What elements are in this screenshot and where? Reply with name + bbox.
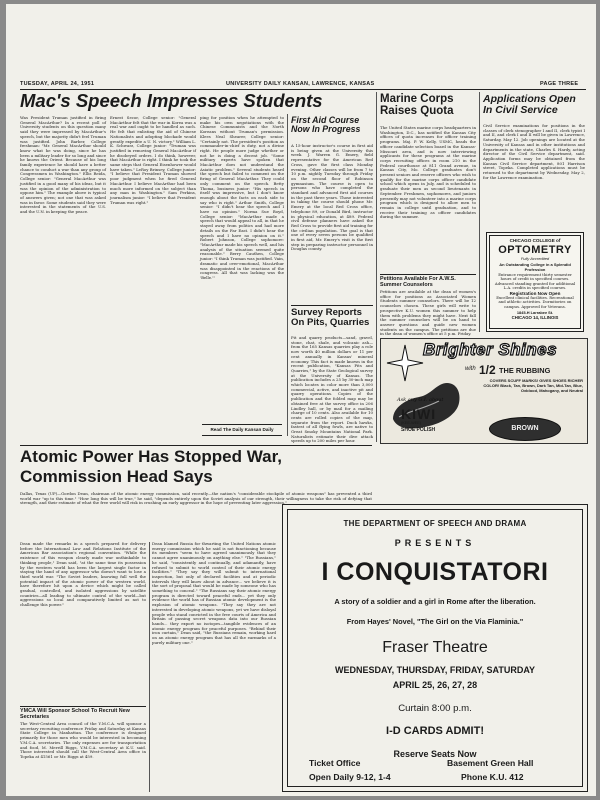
column-rule xyxy=(149,542,150,792)
atomic-lead: Dallas, Texas (UP)—Gordon Dean, chairman of the atomic energy commission, said recently—the nation's "considerable stockpile of atomic weapons" has prevented a third world war "up to this time." "How long this will be true," he said, "depends entirely upon the Soviet analysis of our strength, their willingness to take the risk of defying that strength, and their estimate of what the free world will risk in crushing an early aggressor in the hope of preventing later aggression." xyxy=(20,491,372,506)
theatre-office: Ticket Office xyxy=(309,758,361,768)
page-number: PAGE THREE xyxy=(540,81,579,87)
paper-name: UNIVERSITY DAILY KANSAN, LAWRENCE, KANSAS xyxy=(226,81,375,87)
kiwi-polish: SHOE POLISH xyxy=(401,427,436,433)
survey-headline: Survey Reports On Pits, Quarries xyxy=(291,307,370,328)
theatre-curtain: Curtain 8:00 p.m. xyxy=(398,703,472,714)
civil-headline-box xyxy=(483,94,585,122)
optometry-title: OPTOMETRY xyxy=(498,244,572,256)
macarthur-headline: Mac's Speech Impresses Students xyxy=(20,90,323,111)
macarthur-col3: ping for position when he attempted to make his own negotiations with the Chinese Communists and the North Koreans without Truman's permission. Klees Neal Shearer, College senior: "Certainly not. The president's position as commander-in-chief is duty, not a divine right. He people more judge whether or not he is doing a decent job. "Some military experts have spoken that MacArthur does not understand the Asiatic problem." Several students heard the speech but failed to comment on the firing of General MacArthur. They could only comment on the speech. Betty Thoma, business junior: "His speech in itself was impressive, but I don't know enough about the facts on each side to say who is right." Arthur Smith, College senior: "I didn't hear the speech and I have no opinion." Norma Sue Boyd, College senior: "MacArthur made a speech that would appeal to all, in that he stayed away from politics and had more details on the Far East. I didn't hear the speech and I have no opinion on it." Robert Johnson, College sophomore: "MacArthur made his speech well, and his analysis of the situation seemed quite reasonable." Berry Cauthen, College junior: "I think Truman was justified. Vain, dramatic and over-emotional, MacArthur was disappointed in the reactions of the congress. All that was lacking was the 'Belle.'" xyxy=(200,115,284,280)
firstaid-headline-box xyxy=(291,116,373,142)
column-rule xyxy=(287,114,288,436)
kiwi-with: with xyxy=(465,366,476,372)
atomic-headline-box xyxy=(20,447,372,489)
optometry-city: CHICAGO 14, ILLINOIS xyxy=(511,315,559,321)
optometry-line1: CHICAGO COLLEGE of xyxy=(509,238,561,243)
firstaid-headline: First Aid Course Now In Progress xyxy=(291,115,361,134)
firstaid-body: A 15-hour instructor's course in first aid is being given at the University this week. J. Warren G. Emery, field representative for the American Red Cross, gave the first class Monday evening. Other classes will be from 7 to 10 p.m. nightly Tuesday through Friday on the second floor of Robinson gymnasium. The course is open to persons who have completed the standard and advanced first aid courses in the past three years. Those interested in taking the course should phone Mr. Emery at the local Red Cross office, telephone 89, or Donald Bird, instructor in physical education, at 489. Federal civil defense planners have asked the Red Cross to provide first aid training for the civilian population. The goal is that one of every seven persons be qualified in first aid, Mr. Emery's visit is the first step in preparing instructor personnel in Douglas county. xyxy=(291,143,373,252)
kiwi-rubbing: THE RUBBING xyxy=(499,366,551,375)
optometry-line5: Excellent clinical facilities. Recreational and athletic activities. Dormitories on campus. Approved for Veterans. xyxy=(496,295,574,309)
macarthur-headline-box xyxy=(20,92,376,114)
optometry-ad xyxy=(486,232,584,332)
theatre-dates: APRIL 25, 26, 27, 28 xyxy=(392,680,478,690)
kiwi-tin xyxy=(489,417,561,441)
kiwi-ad xyxy=(380,338,588,444)
theatre-hours: Open Daily 9-12, 1-4 xyxy=(309,772,391,782)
optometry-registration: Registration Now Open xyxy=(509,291,561,297)
theatre-story: A story of a soldier and a girl in Rome after the liberation. xyxy=(334,597,536,606)
macarthur-col2: Ernest Secor, College senior: "General MacArthur felt that the war in Korea was a real war and ought to be handled as such. He felt that enlisting the aid of Chinese Nationalists and adopting blockade would greatly expedite a U. N. victory." William L. K. Schwarz, College junior: "Truman was justified in removing General MacArthur if he disobeyed orders. I do think, however, that MacArthur is right. I think he took the same steps that General Eisenhower would have taken." LeRoy Brinsey, College junior: "I believe that President Truman showed poor judgment when he fired General MacArthur. I believe MacArthur had been much more informed on the subject than any man in Washington." Sam Perkins, journalism junior: "I believe that President Truman was right." xyxy=(110,115,196,205)
kiwi-headline: Brighter Shines xyxy=(423,340,558,359)
kiwi-brand: KIWI xyxy=(401,406,437,422)
theatre-novel: From Hayes' Novel, "The Girl on the Via Flaminia." xyxy=(346,617,524,626)
macarthur-col1: Was President Truman justified in firing General MacArthur? In a recent poll of University students on this question many said they were impressed by MacArthur's speech, but the majority didn't feel Truman was justified. John Barber, College freshman: "Mr. General MacArthur should know what he was doing, since he has been a military leader for so long and since he knows the Orient. Because of his long family experience he should have a better chance to conduct a war than any group of Congressmen in Washington." Ellis Reida, College senior: "General MacArthur was justified in a good many of his ideas, but it was the opinion of the administration to oppose him." The example above is typical of answers given; not one that was asked was in favor. Some students said they were interested in the statements of the U.S. and the U.N. in keeping the peace. xyxy=(20,115,106,215)
theatre-presents: PRESENTS xyxy=(394,538,476,548)
petitions-body: Petitions are available at the dean of women's office for positions as Associated Women Students summer counselors. There will be 12 counselors chosen. These girls will write to prospective K.U. women this summer to help them with problems they might have. Next fall the summer counselors will be on hand to answer questions and guide new women students on the campus. The petitions are due in the dean of women's office at 5 p.m. Friday. xyxy=(380,289,476,337)
rule xyxy=(291,305,373,306)
civil-headline: Applications Open In Civil Service xyxy=(483,93,576,116)
atomic-col1: Dean made the remarks in a speech prepared for delivery before the International Law and Relations Institute of the American Bar association's regional convention. "While the existence of this weapon clearly made war unthinkable to thinking people," Dean said, "at the same time its possession by the western world has been the largest single factor in staying the hand of any aggressor who doesn't want to lose a third world war. "The Soviet leaders, knowing full well the potential impact of the atomic power of the western world, have therefore hit upon a device which might be called gradual, controlled, and isolated aggressions by satellite countries—all leading to ultimate control of the world—but aggressions so local and comparatively limited as not to challenge this power." xyxy=(20,541,146,608)
survey-headline-box xyxy=(291,308,373,334)
optometry-line4: Entrance requirement thirty semester hours of credit in specified courses. Advanced standing granted for additional L.A. credits in specified courses. xyxy=(494,272,576,290)
issue-date: TUESDAY, APRIL 24, 1951 xyxy=(20,81,95,87)
theatre-cards: I-D CARDS ADMIT! xyxy=(386,725,484,737)
kiwi-tin-label: BROWN xyxy=(511,425,539,432)
kiwi-ask: Ask any G.I. about xyxy=(397,397,444,403)
theatre-days: WEDNESDAY, THURSDAY, FRIDAY, SATURDAY xyxy=(334,665,536,675)
theatre-ad xyxy=(282,504,588,792)
petitions-headline: Petitions Available For A.W.S. Summer Counselors xyxy=(380,276,456,288)
atomic-col2: Dean blamed Russia for thwarting the United Nations atomic energy commission which he said is not functioning because its members "seem to have agreed unanimously that they cannot agree unanimously on anything else." "The Russians," he said, "consistently and continually, and adamantly, have refused to submit to world control of their atomic energy facilities." "They say they will submit to international inspection, but only of declared facilities and at periodic intervals they will know about in advance... we believe it is the sort of proposal that would be made by someone who has something to conceal." "The Russians say their atomic energy program is directed toward peaceful ends... yet they only evidence the world has of Russian atomic development is the explosion of atomic weapons. "They say they are not interested in developing atomic weapons, yet we have disloyal people who stand convicted in the free courts of America and Britain of passing secret weapons data into our Russian hands... they export no isotopes—tangible evidences of an atomic energy program for peaceful purposes. "Behind their iron curtain," Dean said, "the Russians remain, working hard on an atomic energy program that has all the earmarks of a purely military one." xyxy=(152,541,276,645)
column-rule xyxy=(376,92,377,442)
ymca-body: The West-Central Area council of the Y.M.C.A. will sponsor a secretary recruiting conference Friday and Saturday at Kansas State College in Manhattan. The conference is designed primarily for those men who would be interested in becoming Y.M.C.A. secretaries. The only expenses are for transportation and food, M. Merrill Riggs, Y.M.C.A. secretary at K.U. said. Those interested should call the West-Central Area office in Topeka at 41561 or Mr. Riggs at 459. xyxy=(20,721,146,759)
column-rule xyxy=(479,92,480,332)
theatre-phone: Phone K.U. 412 xyxy=(461,772,524,782)
theatre-venue: Fraser Theatre xyxy=(382,639,488,656)
marine-headline: Marine Corps Raises Quota xyxy=(380,93,454,117)
rule xyxy=(380,274,476,275)
atomic-headline: Atomic Power Has Stopped War, Commission Head Says xyxy=(20,447,282,486)
rule xyxy=(20,445,372,446)
civil-body: Civil Service examinations for positions in the classes of clerk stenographer I and II, clerk typist I and II, and clerk I and II will be given in Lawrence, Saturday, May 12. Job openings are located at the University of Kansas and in other institutions and departments in the state, Charles S. Hardy, acting director of the Civil Service department, said. Application forms may be obtained from the Kansas Civil Service department, 801 Harrison street, Topeka. Completed applications must be returned to the department by Wednesday, May 2, for the Lawrence examination. xyxy=(483,123,585,180)
ymca-headline: YMCA Will Sponsor School To Recruit New Secretaries xyxy=(20,708,130,720)
theatre-reserve: Reserve Seats Now xyxy=(393,749,477,759)
optometry-address: 1845-H Larrabee St. xyxy=(516,310,554,316)
theatre-hall: Basement Green Hall xyxy=(447,758,534,768)
newspaper-page xyxy=(6,4,596,796)
optometry-line2: Fully Accredited xyxy=(520,256,550,261)
kiwi-covers: COVERS SCUFF MARKS! GIVES SHOES RICHER COLOR! Black, Tan, Brown, Dark Tan, Mid-Tan, Blue, Oxblood, Mahogany, and Neutral xyxy=(483,378,583,393)
read-kansan-promo: Read The Daily Kansan Daily xyxy=(202,424,282,436)
optometry-line3: An Outstanding College in a Splendid Profession xyxy=(499,262,571,272)
rule xyxy=(20,706,146,707)
marine-headline-box xyxy=(380,94,476,124)
kiwi-pronunciation: (KEE-WEE) xyxy=(401,421,422,425)
survey-body: Pit and quarry products—sand, gravel, stone, chat, shale, and volcanic ash—from the 165 Kansas quarries play a role now worth 40 million dollars or 11 per cent annually in Kansas' mineral economy. This fact is made known in the recent publication, "Kansas Pits and Quarries," by the State Geological survey at the University of Kansas. The publication includes a 25 by 30-inch map which locates in color more than 3,000 commercial, active, and inactive pit and quarry operations. Copies of the publication and the folded map may be obtained free at the survey office in 206 Lindley hall, or by mail for a mailing charge of 10 cents. Also available for 10 cents are rolled copies of the map, separate from the report. Duck hawks, fastest of all flying fowls, are native to Great Smoky Mountains National Park. Naturalists estimate their dive attack speeds up to 200 miles per hour. xyxy=(291,335,373,444)
marine-body: The United States marine corps headquarters in Washington, D.C., has notified the Kansas City offices of quota increases for officer training programs. Maj. P. W. Kelly, USMC, heads the officer candidate selection board in the Kansas-Missouri area, and is now interviewing applicants for these programs at the marine corps recruiting offices in room 210 in the Federal courthouse at 811 Grand avenue, in Kansas City, Mo. College graduates don't present seniors and reserve officers who wish to qualify for the marine corps officer candidate school which opens in July, and is scheduled to graduate their men as second lieutenants in September. Freshmen, sophomores, and juniors presently may not volunteer into a marine corps program which is designed to allow men to remain in college until graduation, and to receive their training as officer candidates during the summer. xyxy=(380,125,476,220)
kiwi-half: 1/2 xyxy=(479,363,496,377)
theatre-dept: THE DEPARTMENT OF SPEECH AND DRAMA xyxy=(343,519,527,528)
theatre-title: I CONQUISTATORI xyxy=(321,558,549,586)
